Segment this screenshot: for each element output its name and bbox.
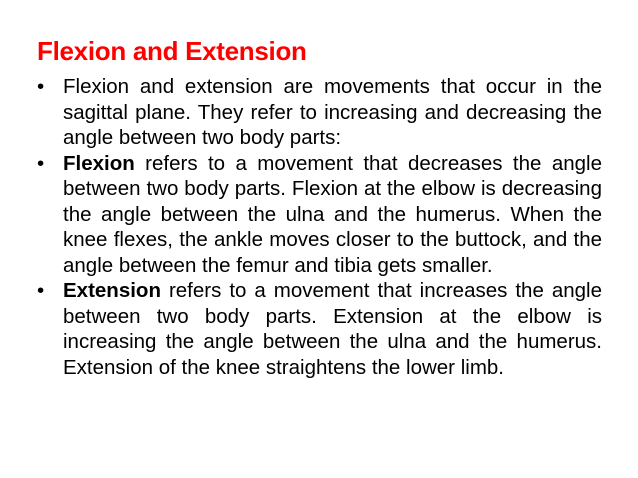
bullet-text: refers to a movement that decreases the angle between two body parts. Flexion at the elbow is decreasing the angle between the ulna and the humerus. When the knee flexes, the ankle moves closer to the buttock, and the angle between the femur and tibia gets smaller. bbox=[63, 151, 602, 277]
bullet-item-2 bbox=[37, 151, 602, 279]
bullet-icon: • bbox=[37, 279, 45, 302]
bullet-text: Flexion and extension are movements that occur in the sagittal plane. They refer to increasing and decreasing the angle between two body parts: bbox=[63, 75, 602, 149]
bullet-item-1 bbox=[37, 74, 602, 151]
bullet-term-extension: Extension bbox=[63, 279, 161, 302]
bullet-icon: • bbox=[37, 75, 45, 98]
bullet-list bbox=[37, 74, 602, 380]
bullet-term-flexion: Flexion bbox=[63, 151, 135, 175]
bullet-text: refers to a movement that increases the angle between two body parts. Extension at the elbow is increasing the angle between the ulna and the humerus. Extension of the knee straightens the lower limb. bbox=[63, 279, 602, 379]
slide-title: Flexion and Extension bbox=[37, 36, 307, 66]
bullet-icon: • bbox=[37, 151, 45, 175]
bullet-item-3 bbox=[37, 278, 602, 380]
